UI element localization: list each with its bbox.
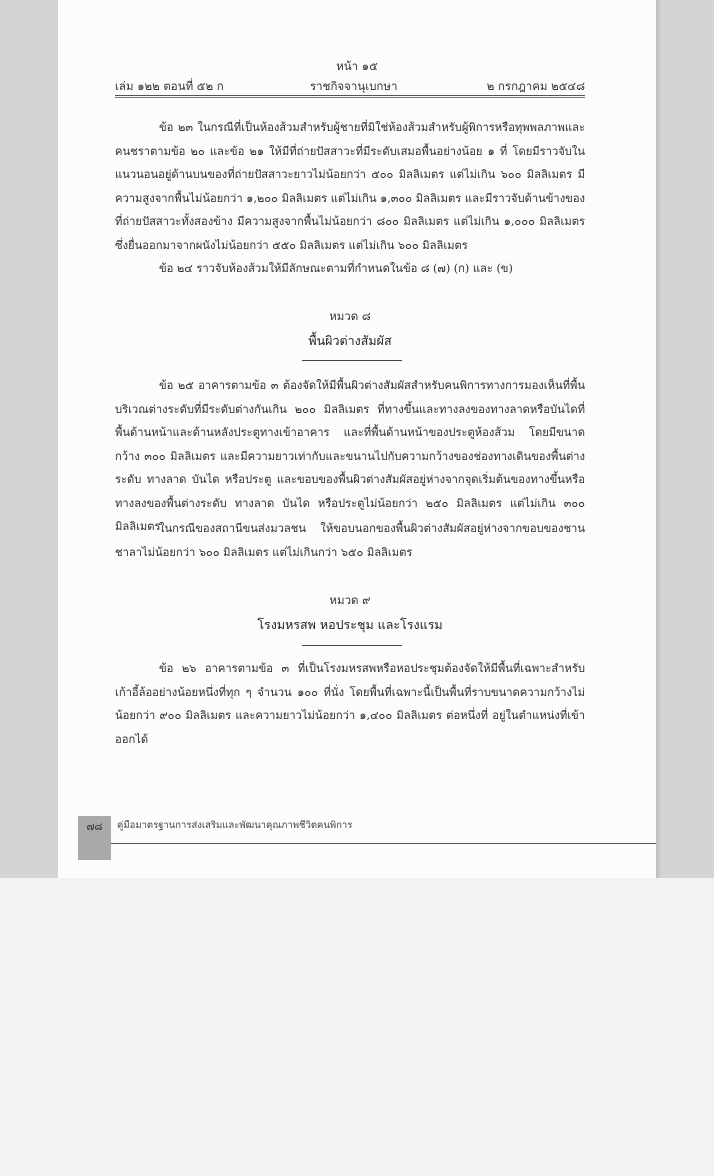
article-24: ข้อ ๒๔ ราวจับห้องส้วมให้มีลักษณะตามที่กำหนดในข้อ ๘ (๗) (ก) และ (ข): [159, 262, 513, 275]
running-header: [115, 78, 585, 96]
gazette-date: ๒ กรกฎาคม ๒๕๔๘: [486, 79, 585, 93]
chapter-9-divider: [302, 645, 402, 646]
footer-page-number: ๗๘: [86, 821, 103, 833]
gazette-page-label: หน้า ๑๕: [336, 59, 378, 73]
chapter-9-title: โรงมหรสพ หอประชุม และโรงแรม: [257, 617, 443, 632]
chapter-9-label: หมวด ๙: [329, 593, 371, 607]
chapter-8-title: พื้นผิวต่างสัมผัส: [308, 333, 392, 348]
volume-issue: เล่ม ๑๒๒ ตอนที่ ๕๒ ก: [115, 79, 224, 93]
article-23: ข้อ ๒๓ ในกรณีที่เป็นห้องส้วมสำหรับผู้ชายที่มิใช่ห้องส้วมสำหรับผู้พิการหรือทุพพลภาพและคนชราตามข้อ ๒๐ และข้อ ๒๑ ให้มีที่ถ่ายปัสสาวะที่มีระดับเสมอพื้นอย่างน้อย ๑ ที่ โดยมีราวจับในแนวนอนอยู่ด้านบนของที่ถ่ายปัสสาวะยาวไม่น้อยกว่า ๕๐๐ มิลลิเมตร แต่ไม่เกิน ๖๐๐ มิลลิเมตร มีความสูงจากพื้นไม่น้อยกว่า ๑,๒๐๐ มิลลิเมตร แต่ไม่เกิน ๑,๓๐๐ มิลลิเมตร และมีราวจับด้านข้างของที่ถ่ายปัสสาวะทั้งสองข้าง มีความสูงจากพื้นไม่น้อยกว่า ๘๐๐ มิลลิเมตร แต่ไม่เกิน ๑,๐๐๐ มิลลิเมตร ซึ่งยื่นออกมาจากผนังไม่น้อยกว่า ๕๕๐ มิลลิเมตร แต่ไม่เกิน ๖๐๐ มิลลิเมตร: [115, 121, 585, 252]
footer-book-title: คู่มือมาตรฐานการส่งเสริมและพัฒนาคุณภาพชีวิตคนพิการ: [117, 820, 353, 831]
footer-rule: [111, 843, 656, 844]
header-rule: [115, 95, 585, 98]
chapter-8-divider: [302, 360, 402, 361]
gazette-name: ราชกิจจานุเบกษา: [310, 79, 398, 93]
article-25-paragraph-2: ในกรณีของสถานีขนส่งมวลชน ให้ขอบนอกของพื้นผิวต่างสัมผัสอยู่ห่างจากขอบของชานชาลาไม่น้อยกว่า ๖๐๐ มิลลิเมตร แต่ไม่เกินกว่า ๖๕๐ มิลลิเมตร: [115, 522, 585, 559]
article-26: ข้อ ๒๖ อาคารตามข้อ ๓ ที่เป็นโรงมหรสพหรือหอประชุมต้องจัดให้มีพื้นที่เฉพาะสำหรับเก้าอี้ล้ออย่างน้อยหนึ่งที่ทุก ๆ จำนวน ๑๐๐ ที่นั่ง โดยพื้นที่เฉพาะนี้เป็นพื้นที่ราบขนาดความกว้างไม่น้อยกว่า ๙๐๐ มิลลิเมตร และความยาวไม่น้อยกว่า ๑,๔๐๐ มิลลิเมตร ต่อหนึ่งที่ อยู่ในตำแหน่งที่เข้าออกได้: [115, 662, 585, 746]
article-25: ข้อ ๒๕ อาคารตามข้อ ๓ ต้องจัดให้มีพื้นผิวต่างสัมผัสสำหรับคนพิการทางการมองเห็นที่พื้นบริเวณต่างระดับที่มีระดับต่างกันเกิน ๒๐๐ มิลลิเมตร ที่ทางขึ้นและทางลงของทางลาดหรือบันไดที่พื้นด้านหน้าและด้านหลังประตูทางเข้าอาคาร และที่พื้นด้านหน้าของประตูห้องส้วม โดยมีขนาดกว้าง ๓๐๐ มิลลิเมตร และมีความยาวเท่ากับและขนานไปกับความกว้างของช่องทางเดินของพื้นต่างระดับ ทางลาด บันได หรือประตู และขอบของพื้นผิวต่างสัมผัสอยู่ห่างจากจุดเริ่มต้นของทางขึ้นหรือทางลงของพื้นต่างระดับ ทางลาด บันได หรือประตูไม่น้อยกว่า ๒๕๐ มิลลิเมตร แต่ไม่เกิน ๓๐๐ มิลลิเมตร: [115, 379, 585, 533]
chapter-8-label: หมวด ๘: [329, 309, 371, 323]
